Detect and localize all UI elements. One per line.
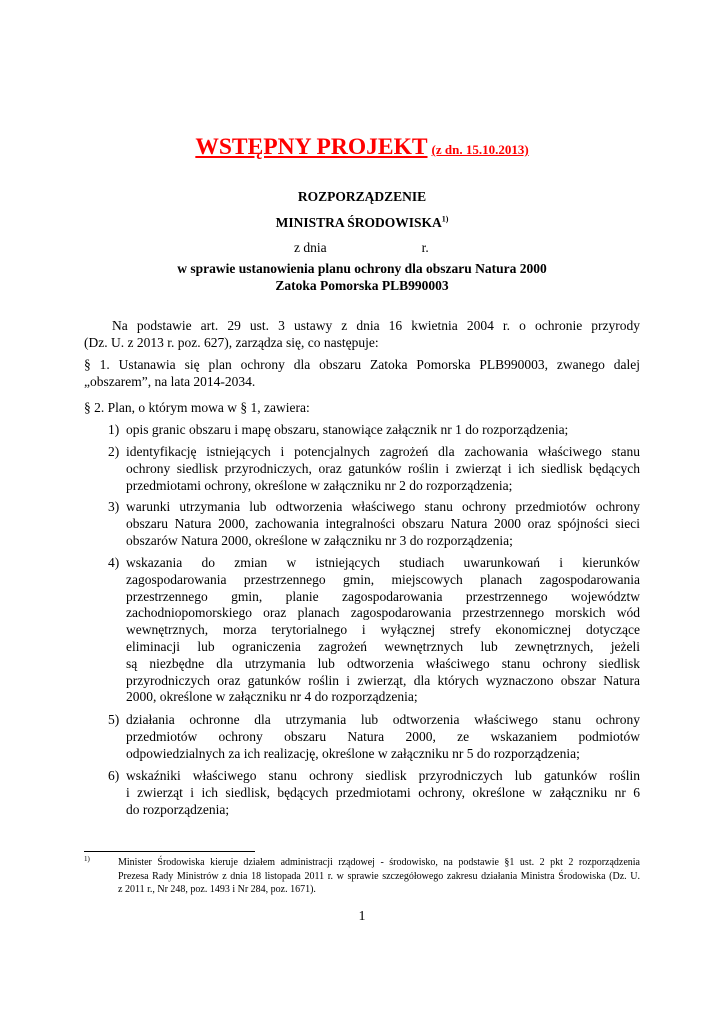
page-number — [0, 909, 724, 925]
list-item — [108, 444, 640, 494]
subject-line-2 — [0, 278, 724, 294]
list-item-number: 1) — [108, 422, 120, 437]
draft-date: (z dn. 15.10.2013) — [431, 142, 529, 157]
list-item — [108, 712, 640, 762]
issuer — [0, 215, 724, 231]
subject-line-1-text: w sprawie ustanowienia planu ochrony dla obszaru Natura 2000 — [177, 261, 547, 276]
draft-label: WSTĘPNY PROJEKT — [195, 134, 428, 160]
list-item-line: warunki utrzymania lub odtworzenia właściwego stanu ochrony przedmiotów ochrony — [126, 499, 640, 514]
list-item — [108, 499, 640, 549]
footnote-line: z 2011 r., Nr 248, poz. 1493 i Nr 284, poz. 1671). — [118, 884, 316, 895]
list-item-line: i zwierząt i ich siedlisk, będących przedmiotami ochrony, określone w załączniku nr 6 — [126, 784, 640, 800]
footnote-marker: 1) — [84, 855, 90, 863]
list-item — [108, 422, 640, 439]
list-item-line: wskaźniki właściwego stanu ochrony siedlisk przyrodniczych lub gatunków roślin — [126, 768, 640, 783]
document-type — [0, 189, 724, 205]
list-item-line: obszarów Natura 2000, określone w załączniku nr 3 do rozporządzenia; — [126, 532, 513, 548]
list-item-line: przestrzennego gmin, planie zagospodarowania przestrzennego województw — [126, 588, 640, 604]
section-1-line: „obszarem”, na lata 2014-2034. — [84, 374, 256, 389]
list-item-line: zagospodarowania przestrzennego gmin, miejscowych planach zagospodarowania — [126, 571, 640, 587]
list-item-line: 2000, określone w załączniku nr 4 do rozporządzenia; — [126, 689, 418, 705]
list-item-number: 5) — [108, 712, 120, 727]
issuer-text: MINISTRA ŚRODOWISKA — [275, 215, 442, 230]
list-item-number: 2) — [108, 444, 120, 459]
list-item-line: odpowiedzialnych za ich realizację, określone w załączniku nr 5 do rozporządzenia; — [126, 745, 580, 761]
list-item-line: obszaru Natura 2000, zachowania integralności obszaru Natura 2000 oraz spójności sieci — [126, 515, 640, 531]
list-item-line: opis granic obszaru i mapę obszaru, stanowiące załącznik nr 1 do rozporządzenia; — [126, 422, 569, 437]
list-item-line: wskazania do zmian w istniejących studiach uwarunkowań i kierunków — [126, 555, 640, 570]
footnote-line: Minister Środowiska kieruje działem administracji rządowej - środowisko, na podstawie §1 ust. 2 pkt 2 rozporządzenia — [118, 857, 640, 868]
page-number-text: 1 — [358, 909, 366, 924]
preamble-line: Na podstawie art. 29 ust. 3 ustawy z dnia 16 kwietnia 2004 r. o ochronie przyrody — [112, 318, 640, 333]
footnote-separator — [84, 851, 255, 852]
date-suffix: r. — [421, 240, 429, 255]
list-item-line: wewnętrznych, morza terytorialnego i wyłącznej strefy ekonomicznej dotyczące — [126, 622, 640, 638]
list-item-number: 4) — [108, 555, 120, 570]
date-prefix: z dnia — [294, 240, 327, 255]
document-type-text: ROZPORZĄDZENIE — [297, 189, 427, 204]
list-item-line: ochrony siedlisk przyrodniczych, oraz gatunków roślin i zwierząt i ich siedlisk będących — [126, 460, 640, 476]
list-item — [108, 768, 640, 818]
preamble — [84, 317, 640, 351]
section-1 — [84, 356, 640, 390]
list-item — [108, 555, 640, 706]
subject-line-2-text: Zatoka Pomorska PLB990003 — [275, 278, 449, 293]
preamble-line: (Dz. U. z 2013 r. poz. 627), zarządza się, co następuje: — [84, 335, 379, 350]
subject-line-1 — [0, 261, 724, 277]
list-item-line: przedmiotami ochrony, określone w załączniku nr 2 do rozporządzenia; — [126, 477, 513, 493]
list-item-number: 3) — [108, 499, 120, 514]
list-item-line: eliminacji lub ograniczenia zagrożeń wewnętrznych lub zewnętrznych, jeżeli — [126, 638, 640, 654]
list-item-line: identyfikację istniejących i potencjalnych zagrożeń dla zachowania właściwego stanu — [126, 444, 640, 459]
list-item-line: przyrodniczych oraz gatunków roślin i zwierząt, dla których wyznaczono obszar Natura — [126, 672, 640, 688]
list-item-number: 6) — [108, 768, 120, 783]
date-line — [294, 240, 429, 256]
footnote — [84, 856, 640, 897]
draft-header — [0, 134, 724, 161]
section-2-intro — [84, 399, 640, 416]
section-2-intro-text: § 2. Plan, o którym mowa w § 1, zawiera: — [84, 400, 310, 415]
list-item-line: są niezbędne dla utrzymania lub odtworzenia właściwego stanu ochrony siedlisk — [126, 655, 640, 671]
footnote-line: Prezesa Rady Ministrów z dnia 18 listopada 2011 r. w sprawie szczegółowego zakresu działania Ministra Środowiska (Dz. U. — [118, 870, 640, 882]
list-item-line: do rozporządzenia; — [126, 801, 230, 817]
section-1-line: § 1. Ustanawia się plan ochrony dla obszaru Zatoka Pomorska PLB990003, zwanego dalej — [84, 357, 640, 372]
issuer-footnote-ref: 1) — [441, 214, 449, 224]
list-item-line: zachodniopomorskiego oraz planach zagospodarowania przestrzennego morskich wód — [126, 605, 640, 621]
list-item-line: przedmiotów ochrony obszaru Natura 2000, ze wskazaniem podmiotów — [126, 728, 640, 744]
list-item-line: działania ochronne dla utrzymania lub odtworzenia właściwego stanu ochrony — [126, 712, 640, 727]
